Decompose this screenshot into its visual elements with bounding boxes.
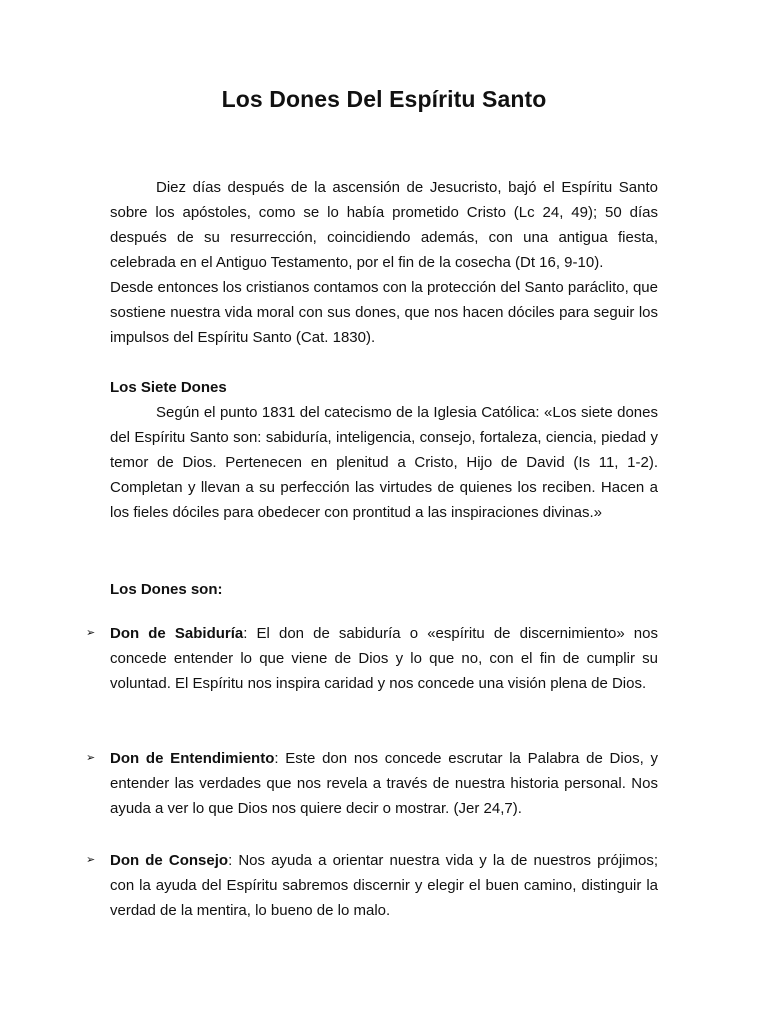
list-item-text: : El don de sabiduría o «espíritu de discernimiento» nos concede entender lo que viene de Dios y lo que no, con el fin de cumplir su voluntad. El Espíritu nos inspira caridad y nos concede una visión plena de Dios. (110, 625, 658, 692)
section-heading-dones-son: Los Dones son: (110, 581, 223, 598)
list-item-text: : Nos ayuda a orientar nuestra vida y la de nuestros prójimos; con la ayuda del Espíritu sabremos discernir y elegir el buen camino, distinguir la verdad de la mentira, lo bueno de lo malo. (110, 852, 658, 919)
intro-paragraph-1: Diez días después de la ascensión de Jesucristo, bajó el Espíritu Santo sobre los apóstoles, como se lo había prometido Cristo (Lc 24, 49); 50 días después de su resurrección, coincidiendo además, con una antigua fiesta, celebrada en el Antiguo Testamento, por el fin de la cosecha (Dt 16, 9-10). (110, 179, 658, 271)
list-item-sabiduria (110, 621, 658, 696)
section-paragraph-catecismo: Según el punto 1831 del catecismo de la Iglesia Católica: «Los siete dones del Espíritu Santo son: sabiduría, inteligencia, consejo, fortaleza, ciencia, piedad y temor de Dios. Pertenecen en plenitud a Cristo, Hijo de David (Is 11, 1-2). Completan y llevan a su perfección las virtudes de quienes los reciben. Hacen a los fieles dóciles para obedecer con prontitud a las inspiraciones divinas.» (110, 404, 658, 521)
section-heading-siete-dones: Los Siete Dones (110, 379, 227, 396)
list-item-term: Don de Entendimiento (110, 750, 275, 767)
list-item-entendimiento (110, 746, 658, 821)
list-item-text: : Este don nos concede escrutar la Palabra de Dios, y entender las verdades que nos revela a través de nuestra historia personal. Nos ayuda a ver lo que Dios nos quiere decir o mostrar. (Jer 24,7). (110, 750, 658, 817)
bullet-arrow-icon: ➢ (86, 752, 96, 764)
bullet-arrow-icon: ➢ (86, 854, 96, 866)
document-title: Los Dones Del Espíritu Santo (221, 86, 547, 112)
list-item-consejo (110, 848, 658, 923)
intro-paragraph-2: Desde entonces los cristianos contamos con la protección del Santo paráclito, que sostiene nuestra vida moral con sus dones, que nos hacen dóciles para seguir los impulsos del Espíritu Santo (Cat. 1830). (110, 279, 658, 346)
list-item-term: Don de Sabiduría (110, 625, 244, 642)
bullet-arrow-icon: ➢ (86, 627, 96, 639)
list-item-term: Don de Consejo (110, 852, 229, 869)
